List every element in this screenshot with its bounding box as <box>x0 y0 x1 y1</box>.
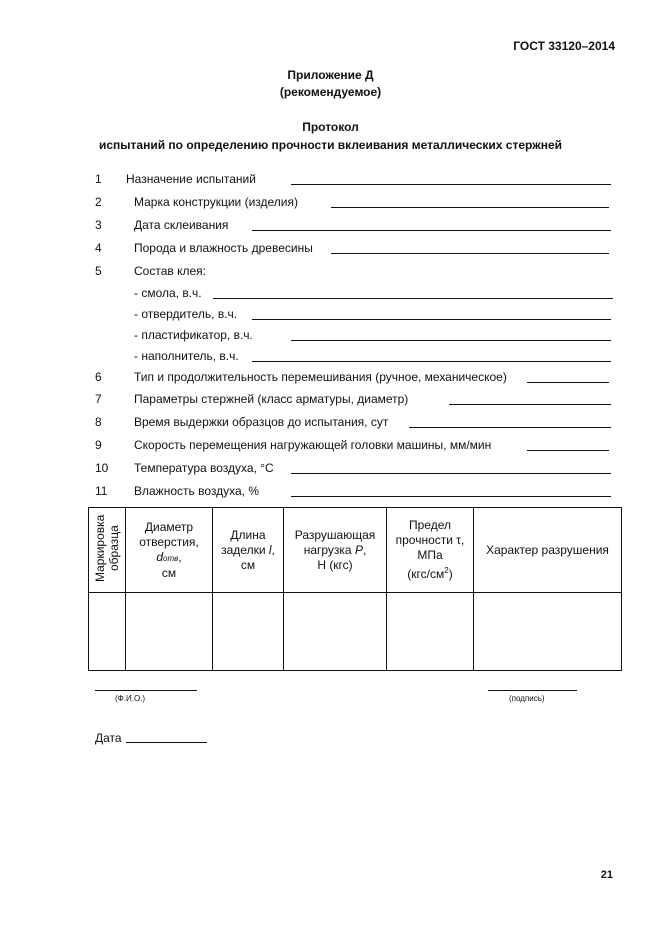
signature-caption: (подпись) <box>509 694 545 703</box>
form-row-wood-species <box>0 241 661 257</box>
item-label: Состав клея: <box>134 264 206 278</box>
fill-line[interactable] <box>291 340 611 341</box>
fill-line[interactable] <box>527 382 609 383</box>
protocol-subtitle: испытаний по определению прочности вклеивания металлических стержней <box>98 138 563 152</box>
table-cell[interactable] <box>126 593 213 671</box>
form-row-filler <box>0 349 661 365</box>
item-label: - пластификатор, в.ч. <box>134 328 253 342</box>
col-header-text: Характер разрушения <box>486 542 609 557</box>
signature-line[interactable] <box>488 690 577 691</box>
item-number: 3 <box>95 218 102 232</box>
col-header-load: Разрушающая нагрузка P, Н (кгс) <box>284 508 387 593</box>
fill-line[interactable] <box>252 319 611 320</box>
item-label: Назначение испытаний <box>126 172 256 186</box>
unit: (кгс/см <box>407 567 445 581</box>
col-header-strength: Предел прочности τ, МПа $(кгс/см^2)$ <box>387 508 474 593</box>
item-label: - отвердитель, в.ч. <box>134 307 238 321</box>
table-header-row <box>89 508 622 593</box>
table-row <box>89 593 622 671</box>
table-cell[interactable] <box>474 593 622 671</box>
item-number: 7 <box>95 392 102 406</box>
item-label: - наполнитель, в.ч. <box>134 349 239 363</box>
item-number: 4 <box>95 241 102 255</box>
unit: МПа <box>417 548 443 562</box>
unit: Н (кгс) <box>317 557 353 572</box>
fio-line[interactable] <box>95 690 197 691</box>
col-header-marking-text: Маркировка образца <box>93 514 121 582</box>
table-cell[interactable] <box>387 593 474 671</box>
form-row-mixing <box>0 370 661 386</box>
item-label: Дата склеивания <box>134 218 229 232</box>
date-label: Дата <box>95 731 122 745</box>
item-label: Температура воздуха, °С <box>134 461 274 475</box>
symbol: P <box>354 542 363 557</box>
item-label: - смола, в.ч. <box>134 286 202 300</box>
table-cell[interactable] <box>213 593 284 671</box>
fill-line[interactable] <box>331 253 609 254</box>
item-label: Марка конструкции (изделия) <box>134 195 298 209</box>
col-header-marking <box>89 508 126 593</box>
item-number: 5 <box>95 264 102 278</box>
protocol-title: Протокол <box>302 120 359 134</box>
form-row-speed <box>0 438 661 454</box>
col-header-text: Предел прочности <box>395 518 453 547</box>
fill-line[interactable] <box>291 496 611 497</box>
date-line[interactable] <box>126 742 207 743</box>
form-row-holding-time <box>0 415 661 431</box>
symbol: τ <box>456 533 462 547</box>
col-header-text: Диаметр отверстия, <box>139 519 199 549</box>
col-header-diameter: Диаметр отверстия, dотв, см <box>126 508 213 593</box>
page-number: 21 <box>600 869 613 881</box>
superscript: 2 <box>444 566 449 575</box>
form-row-humidity <box>0 484 661 500</box>
fill-line[interactable] <box>252 230 611 231</box>
item-label: Тип и продолжительность перемешивания (ручное, механическое) <box>134 370 507 384</box>
fill-line[interactable] <box>331 207 609 208</box>
unit: см <box>161 565 177 580</box>
col-header-length: Длина заделки l, см <box>213 508 284 593</box>
item-number: 8 <box>95 415 102 429</box>
form-row-resin <box>0 286 661 302</box>
unit: ) <box>448 567 453 581</box>
symbol: d <box>156 549 164 564</box>
form-row-glue-composition <box>0 264 661 280</box>
item-number: 11 <box>95 484 108 498</box>
form-row-temperature <box>0 461 661 477</box>
fill-line[interactable] <box>291 473 611 474</box>
standard-code: ГОСТ 33120–2014 <box>513 39 615 53</box>
item-label: Скорость перемещения нагружающей головки машины, мм/мин <box>134 438 492 452</box>
item-number: 10 <box>95 461 109 475</box>
subscript: отв <box>163 553 179 563</box>
form-row-plasticizer <box>0 328 661 344</box>
fill-line[interactable] <box>213 298 613 299</box>
fill-line[interactable] <box>291 184 611 185</box>
appendix-subtitle: (рекомендуемое) <box>279 85 382 99</box>
table-cell[interactable] <box>284 593 387 671</box>
item-label: Время выдержки образцов до испытания, сут <box>134 415 389 429</box>
form-row-rod-params <box>0 392 661 408</box>
fill-line[interactable] <box>449 404 611 405</box>
item-label: Влажность воздуха, % <box>134 484 259 498</box>
col-header-failure <box>474 508 622 593</box>
item-number: 9 <box>95 438 102 452</box>
form-row-hardener <box>0 307 661 323</box>
unit: см <box>240 557 256 572</box>
form-row-purpose <box>0 172 661 188</box>
item-label: Параметры стержней (класс арматуры, диаметр) <box>134 392 409 406</box>
item-number: 1 <box>95 172 102 186</box>
form-row-gluing-date <box>0 218 661 234</box>
col-header-text: Длина заделки <box>221 527 266 557</box>
fill-line[interactable] <box>409 427 611 428</box>
col-header-text: Разрушающая нагрузка <box>294 527 376 557</box>
item-number: 2 <box>95 195 102 209</box>
results-table <box>88 507 622 671</box>
appendix-title: Приложение Д <box>287 68 374 82</box>
fill-line[interactable] <box>252 361 611 362</box>
fill-line[interactable] <box>527 450 609 451</box>
symbol: l <box>268 542 272 557</box>
form-row-structure-grade <box>0 195 661 211</box>
item-label: Порода и влажность древесины <box>134 241 313 255</box>
item-number: 6 <box>95 370 102 384</box>
table-cell[interactable] <box>89 593 126 671</box>
fio-caption: (Ф.И.О.) <box>115 694 146 703</box>
